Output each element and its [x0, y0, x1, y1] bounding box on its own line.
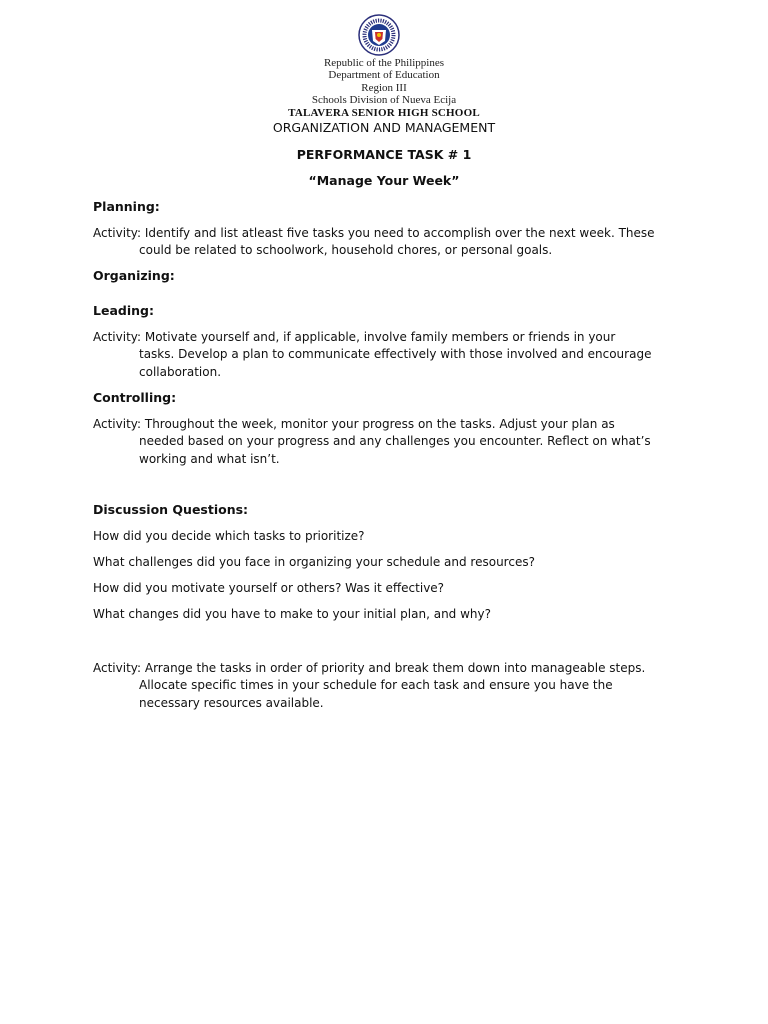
- organizing-activity: [93, 660, 683, 712]
- controlling-activity-line-2: needed based on your progress and any challenges you encounter. Reflect on what’s: [139, 434, 651, 449]
- discussion-question: How did you motivate yourself or others? Was it effective?: [93, 581, 445, 595]
- heading-leading: Leading:: [93, 303, 154, 318]
- heading-organizing: Organizing:: [93, 268, 175, 283]
- planning-activity-line-1: Activity: Identify and list atleast five tasks you need to accomplish over the next week. These: [93, 226, 655, 240]
- task-title: PERFORMANCE TASK # 1: [296, 147, 472, 162]
- discussion-question: How did you decide which tasks to prioritize?: [93, 529, 365, 543]
- controlling-activity: [93, 416, 683, 468]
- organizing-activity-line-3: necessary resources available.: [139, 695, 324, 710]
- controlling-activity-line-3: working and what isn’t.: [139, 451, 280, 466]
- course-title: ORGANIZATION AND MANAGEMENT: [272, 120, 496, 135]
- task-subtitle: “Manage Your Week”: [308, 173, 460, 188]
- leading-activity-line-2: tasks. Develop a plan to communicate effectively with those involved and encourage: [139, 347, 652, 362]
- planning-activity-line-2: could be related to schoolwork, household chores, or personal goals.: [139, 243, 553, 258]
- discussion-question: What changes did you have to make to your initial plan, and why?: [93, 607, 491, 621]
- heading-discussion-questions: Discussion Questions:: [93, 502, 249, 517]
- header-line-division: Schools Division of Nueva Ecija: [311, 94, 457, 106]
- discussion-question: What challenges did you face in organizing your schedule and resources?: [93, 555, 535, 569]
- controlling-activity-line-1: Activity: Throughout the week, monitor your progress on the tasks. Adjust your plan as: [93, 417, 615, 431]
- leading-activity-line-3: collaboration.: [139, 364, 222, 379]
- header-line-region: Region III: [361, 82, 407, 94]
- organizing-activity-line-1: Activity: Arrange the tasks in order of priority and break them down into manageable steps.: [93, 661, 646, 675]
- leading-activity-line-1: Activity: Motivate yourself and, if applicable, involve family members or friends in your: [93, 330, 616, 344]
- heading-controlling: Controlling:: [93, 390, 177, 405]
- header-line-department: Department of Education: [328, 69, 440, 81]
- planning-activity: [93, 225, 683, 260]
- heading-planning: Planning:: [93, 199, 160, 214]
- deped-seal-icon: [355, 14, 403, 56]
- leading-activity: [93, 329, 683, 381]
- school-name: TALAVERA SENIOR HIGH SCHOOL: [288, 107, 480, 119]
- organizing-activity-line-2: Allocate specific times in your schedule for each task and ensure you have the: [139, 678, 613, 693]
- header-line-republic: Republic of the Philippines: [323, 57, 445, 69]
